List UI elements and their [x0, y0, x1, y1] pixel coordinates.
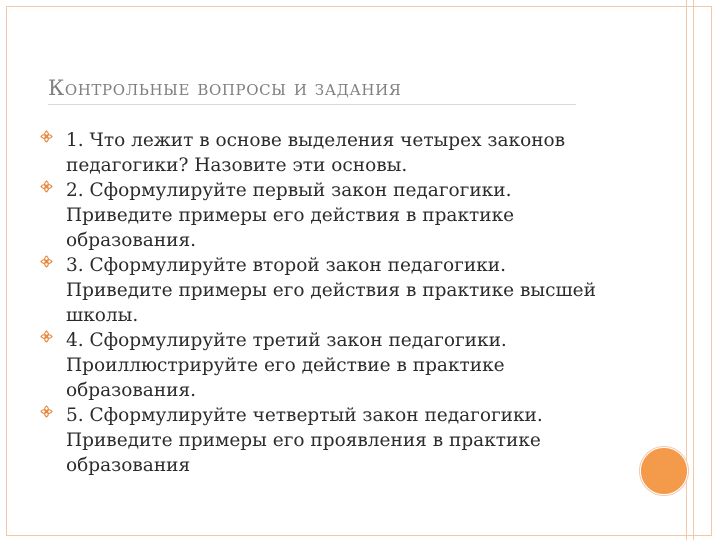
list-item-text: 1. Что лежит в основе выделения четырех законов педагогики? Назовите эти основы. — [66, 130, 566, 176]
list-item — [40, 253, 610, 328]
slide-title: Контрольные вопросы и задания — [48, 76, 402, 100]
title-underline — [48, 104, 576, 105]
list-item-text: 5. Сформулируйте четвертый закон педагогики. Приведите примеры его проявления в практике образования — [66, 405, 543, 476]
list-item-text: 4. Сформулируйте третий закон педагогики. Проиллюстрируйте его действие в практике образования. — [66, 330, 507, 401]
list-item — [40, 328, 610, 403]
frame-line-right-inner — [686, 0, 687, 540]
decorative-circle — [640, 447, 688, 495]
list-item — [40, 128, 610, 178]
list-item — [40, 178, 610, 253]
fleuron-icon — [40, 130, 53, 143]
fleuron-icon — [40, 405, 53, 418]
list-item-text: 3. Сформулируйте второй закон педагогики. Приведите примеры его действия в практике высшей школы. — [66, 255, 596, 326]
question-list — [40, 128, 610, 478]
frame-line-right-outer — [693, 0, 694, 540]
fleuron-icon — [40, 330, 53, 343]
list-item-text: 2. Сформулируйте первый закон педагогики. Приведите примеры его действия в практике образования. — [66, 180, 515, 251]
fleuron-icon — [40, 255, 53, 268]
fleuron-icon — [40, 180, 53, 193]
list-item — [40, 403, 610, 478]
